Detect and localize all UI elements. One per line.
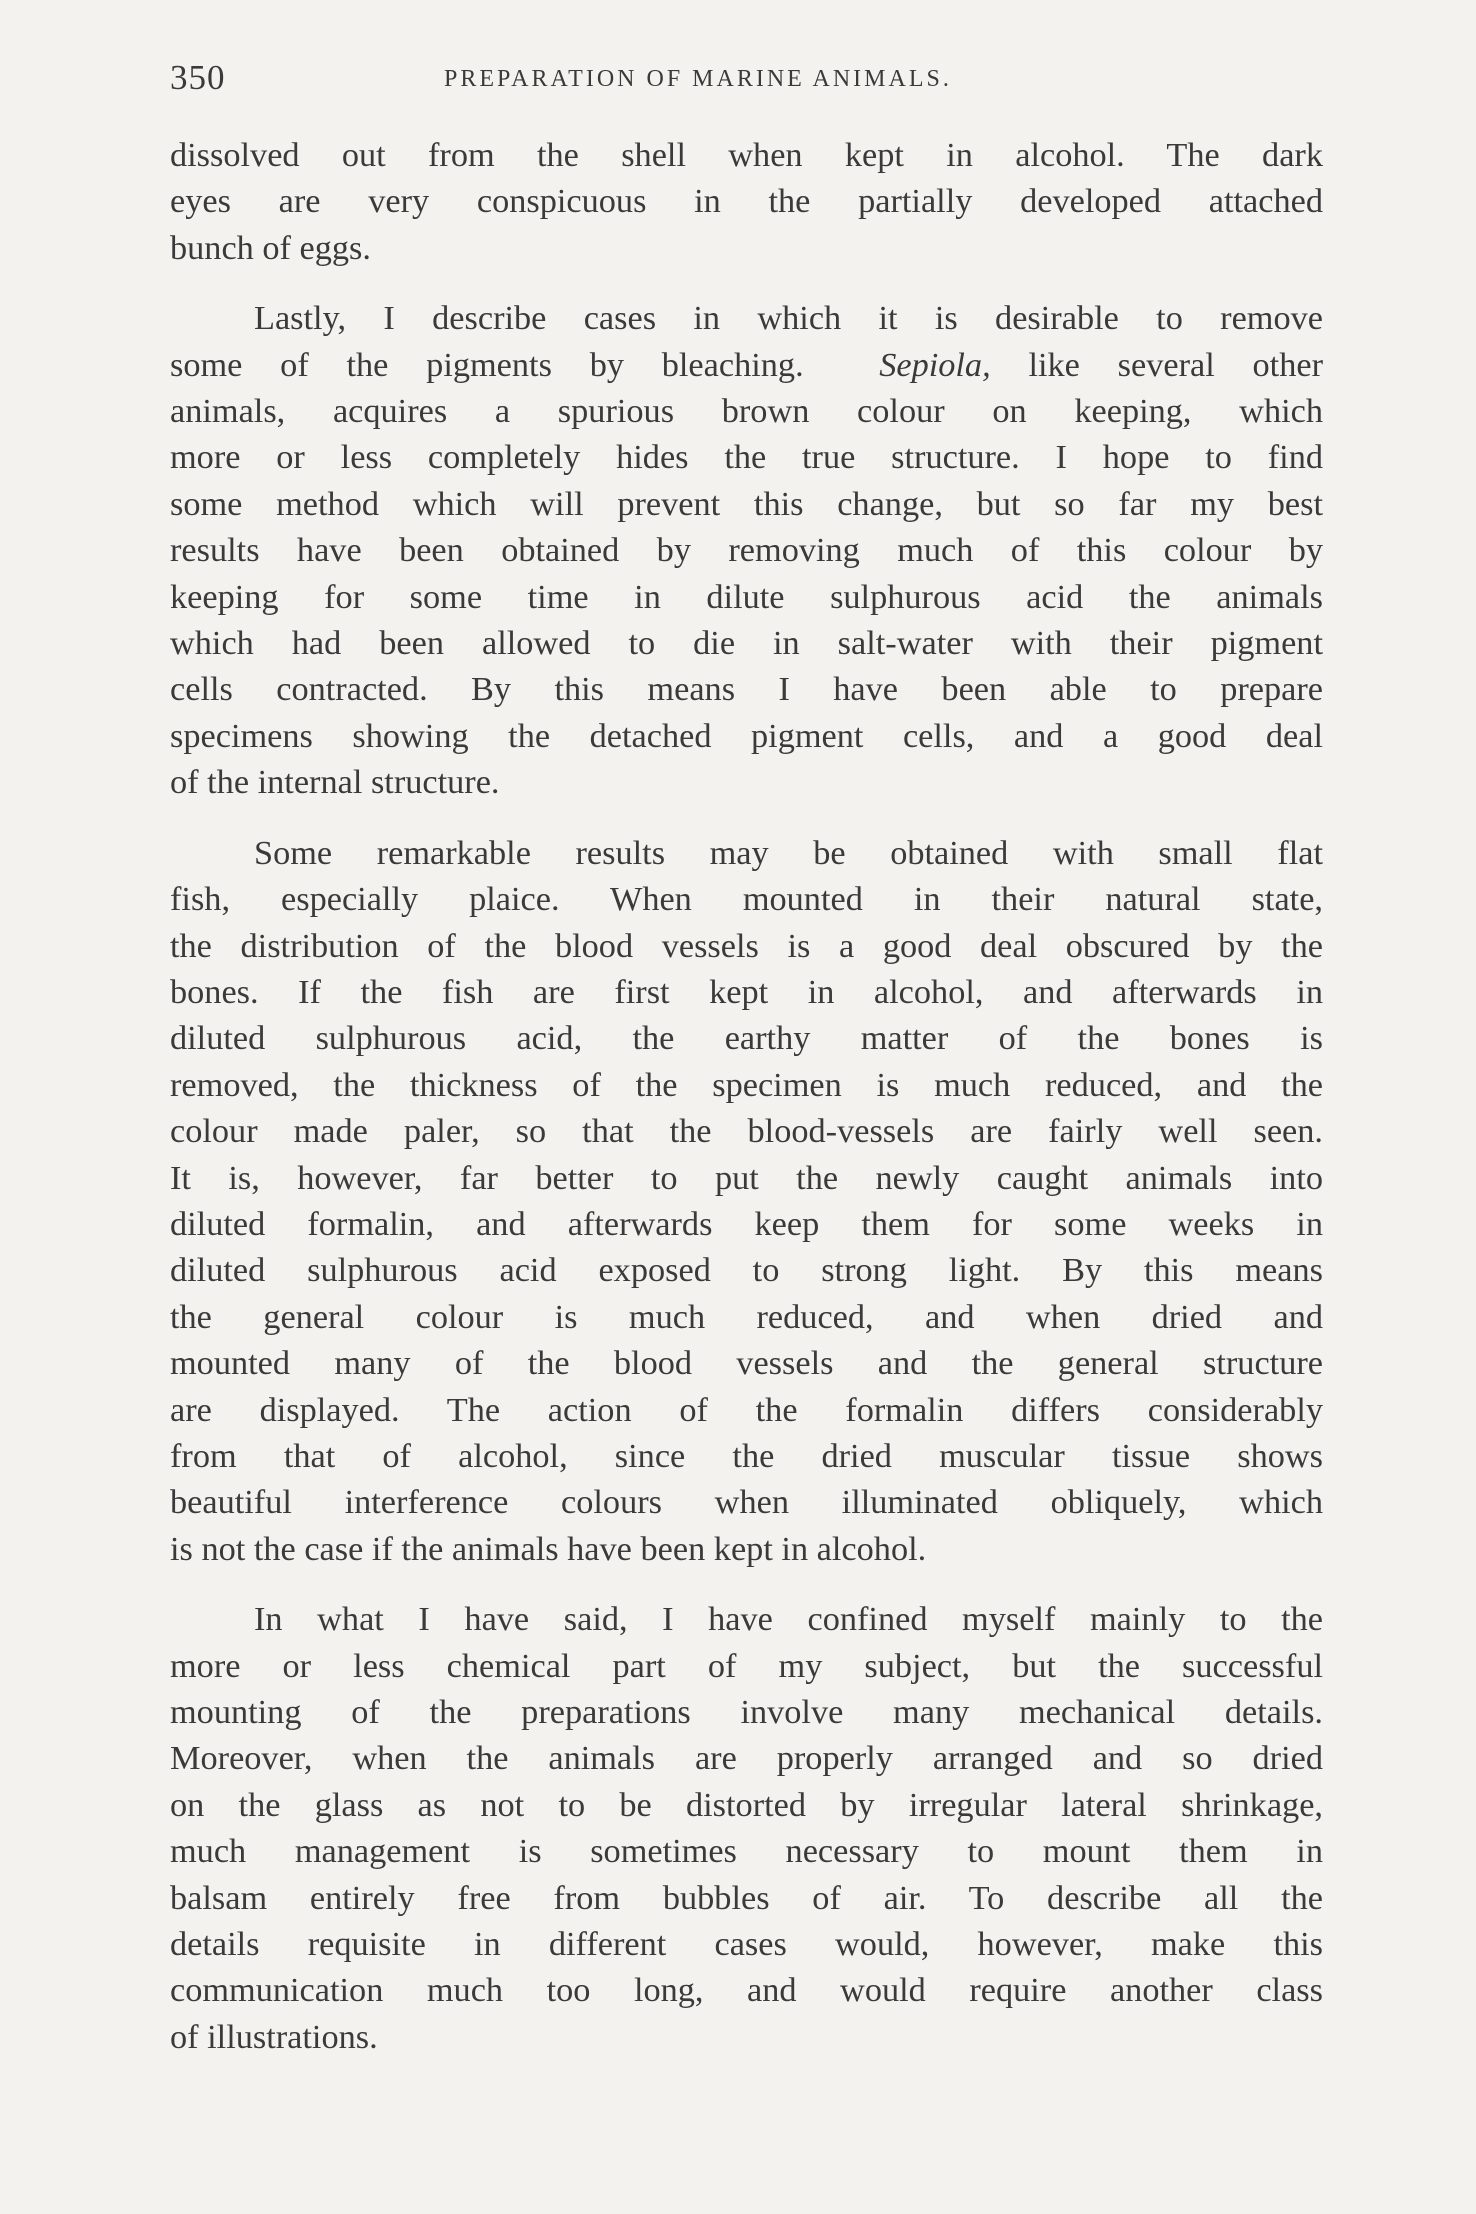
text-line: details requisite in different cases would, however, make this xyxy=(170,1925,1323,1964)
text-line: more or less completely hides the true structure. I hope to find xyxy=(170,438,1323,477)
text-line: of illustrations. xyxy=(170,2017,378,2056)
paragraph-2 xyxy=(170,295,1323,805)
text-line: more or less chemical part of my subject, but the successful xyxy=(170,1646,1323,1685)
text-line: cells contracted. By this means I have been able to prepare xyxy=(170,670,1323,709)
text-line: mounted many of the blood vessels and the general structure xyxy=(170,1344,1323,1383)
text-line: bunch of eggs. xyxy=(170,228,371,267)
text-line: eyes are very conspicuous in the partially developed attached xyxy=(170,182,1323,221)
italic-term: Sepiola, xyxy=(879,345,991,384)
text-line: are displayed. The action of the formalin differs considerably xyxy=(170,1390,1323,1429)
text-line: Moreover, when the animals are properly arranged and so dried xyxy=(170,1739,1323,1778)
text-line: mounting of the preparations involve many mechanical details. xyxy=(170,1693,1323,1731)
text-line: of the internal structure. xyxy=(170,763,500,802)
page-number: 350 xyxy=(170,58,226,97)
text-line: In what I have said, I have confined myself mainly to the xyxy=(254,1600,1323,1639)
text-line: beautiful interference colours when illuminated obliquely, which xyxy=(170,1483,1323,1522)
paragraph-1 xyxy=(170,132,1323,271)
text-line: the distribution of the blood vessels is a good deal obscured by the xyxy=(170,926,1323,965)
text-line: It is, however, far better to put the newly caught animals into xyxy=(170,1158,1323,1197)
text-line: removed, the thickness of the specimen is much reduced, and the xyxy=(170,1065,1323,1104)
text-line: is not the case if the animals have been kept in alcohol. xyxy=(170,1529,927,1568)
text-line: results have been obtained by removing much of this colour by xyxy=(170,531,1323,570)
text-line: colour made paler, so that the blood-vessels are fairly well seen. xyxy=(170,1112,1323,1151)
book-page xyxy=(170,58,1323,2060)
paragraph-3 xyxy=(170,830,1323,1573)
text-line: from that of alcohol, since the dried muscular tissue shows xyxy=(170,1436,1323,1475)
text-line: diluted formalin, and afterwards keep them for some weeks in xyxy=(170,1204,1323,1243)
paragraph-4 xyxy=(170,1596,1323,2060)
text-fragment: like several other xyxy=(1028,345,1323,384)
text-line: communication much too long, and would require another class xyxy=(170,1971,1323,2010)
text-line: Some remarkable results may be obtained with small flat xyxy=(254,833,1323,872)
text-line: dissolved out from the shell when kept in alcohol. The dark xyxy=(170,136,1323,174)
running-title: PREPARATION OF MARINE ANIMALS. xyxy=(444,66,952,92)
text-line: specimens showing the detached pigment cells, and a good deal xyxy=(170,716,1323,755)
text-line: Lastly, I describe cases in which it is desirable to remove xyxy=(254,299,1323,338)
text-line: diluted sulphurous acid exposed to strong light. By this means xyxy=(170,1251,1323,1290)
text-line: keeping for some time in dilute sulphurous acid the animals xyxy=(170,577,1323,616)
text-line: fish, especially plaice. When mounted in their natural state, xyxy=(170,880,1323,919)
text-line: the general colour is much reduced, and when dried and xyxy=(170,1297,1323,1336)
text-line: on the glass as not to be distorted by irregular lateral shrinkage, xyxy=(170,1785,1323,1824)
text-line-with-italic xyxy=(170,342,1323,388)
text-line: some method which will prevent this change, but so far my best xyxy=(170,484,1323,523)
text-line: animals, acquires a spurious brown colour on keeping, which xyxy=(170,392,1323,431)
text-line: which had been allowed to die in salt-water with their pigment xyxy=(170,624,1323,663)
text-line: bones. If the fish are first kept in alcohol, and afterwards in xyxy=(170,972,1323,1011)
text-line: balsam entirely free from bubbles of air. To describe all the xyxy=(170,1878,1323,1917)
text-line: much management is sometimes necessary to mount them in xyxy=(170,1832,1323,1871)
running-head xyxy=(170,58,1323,104)
text-line: diluted sulphurous acid, the earthy matter of the bones is xyxy=(170,1019,1323,1058)
text-fragment: some of the pigments by bleaching. xyxy=(170,345,804,384)
